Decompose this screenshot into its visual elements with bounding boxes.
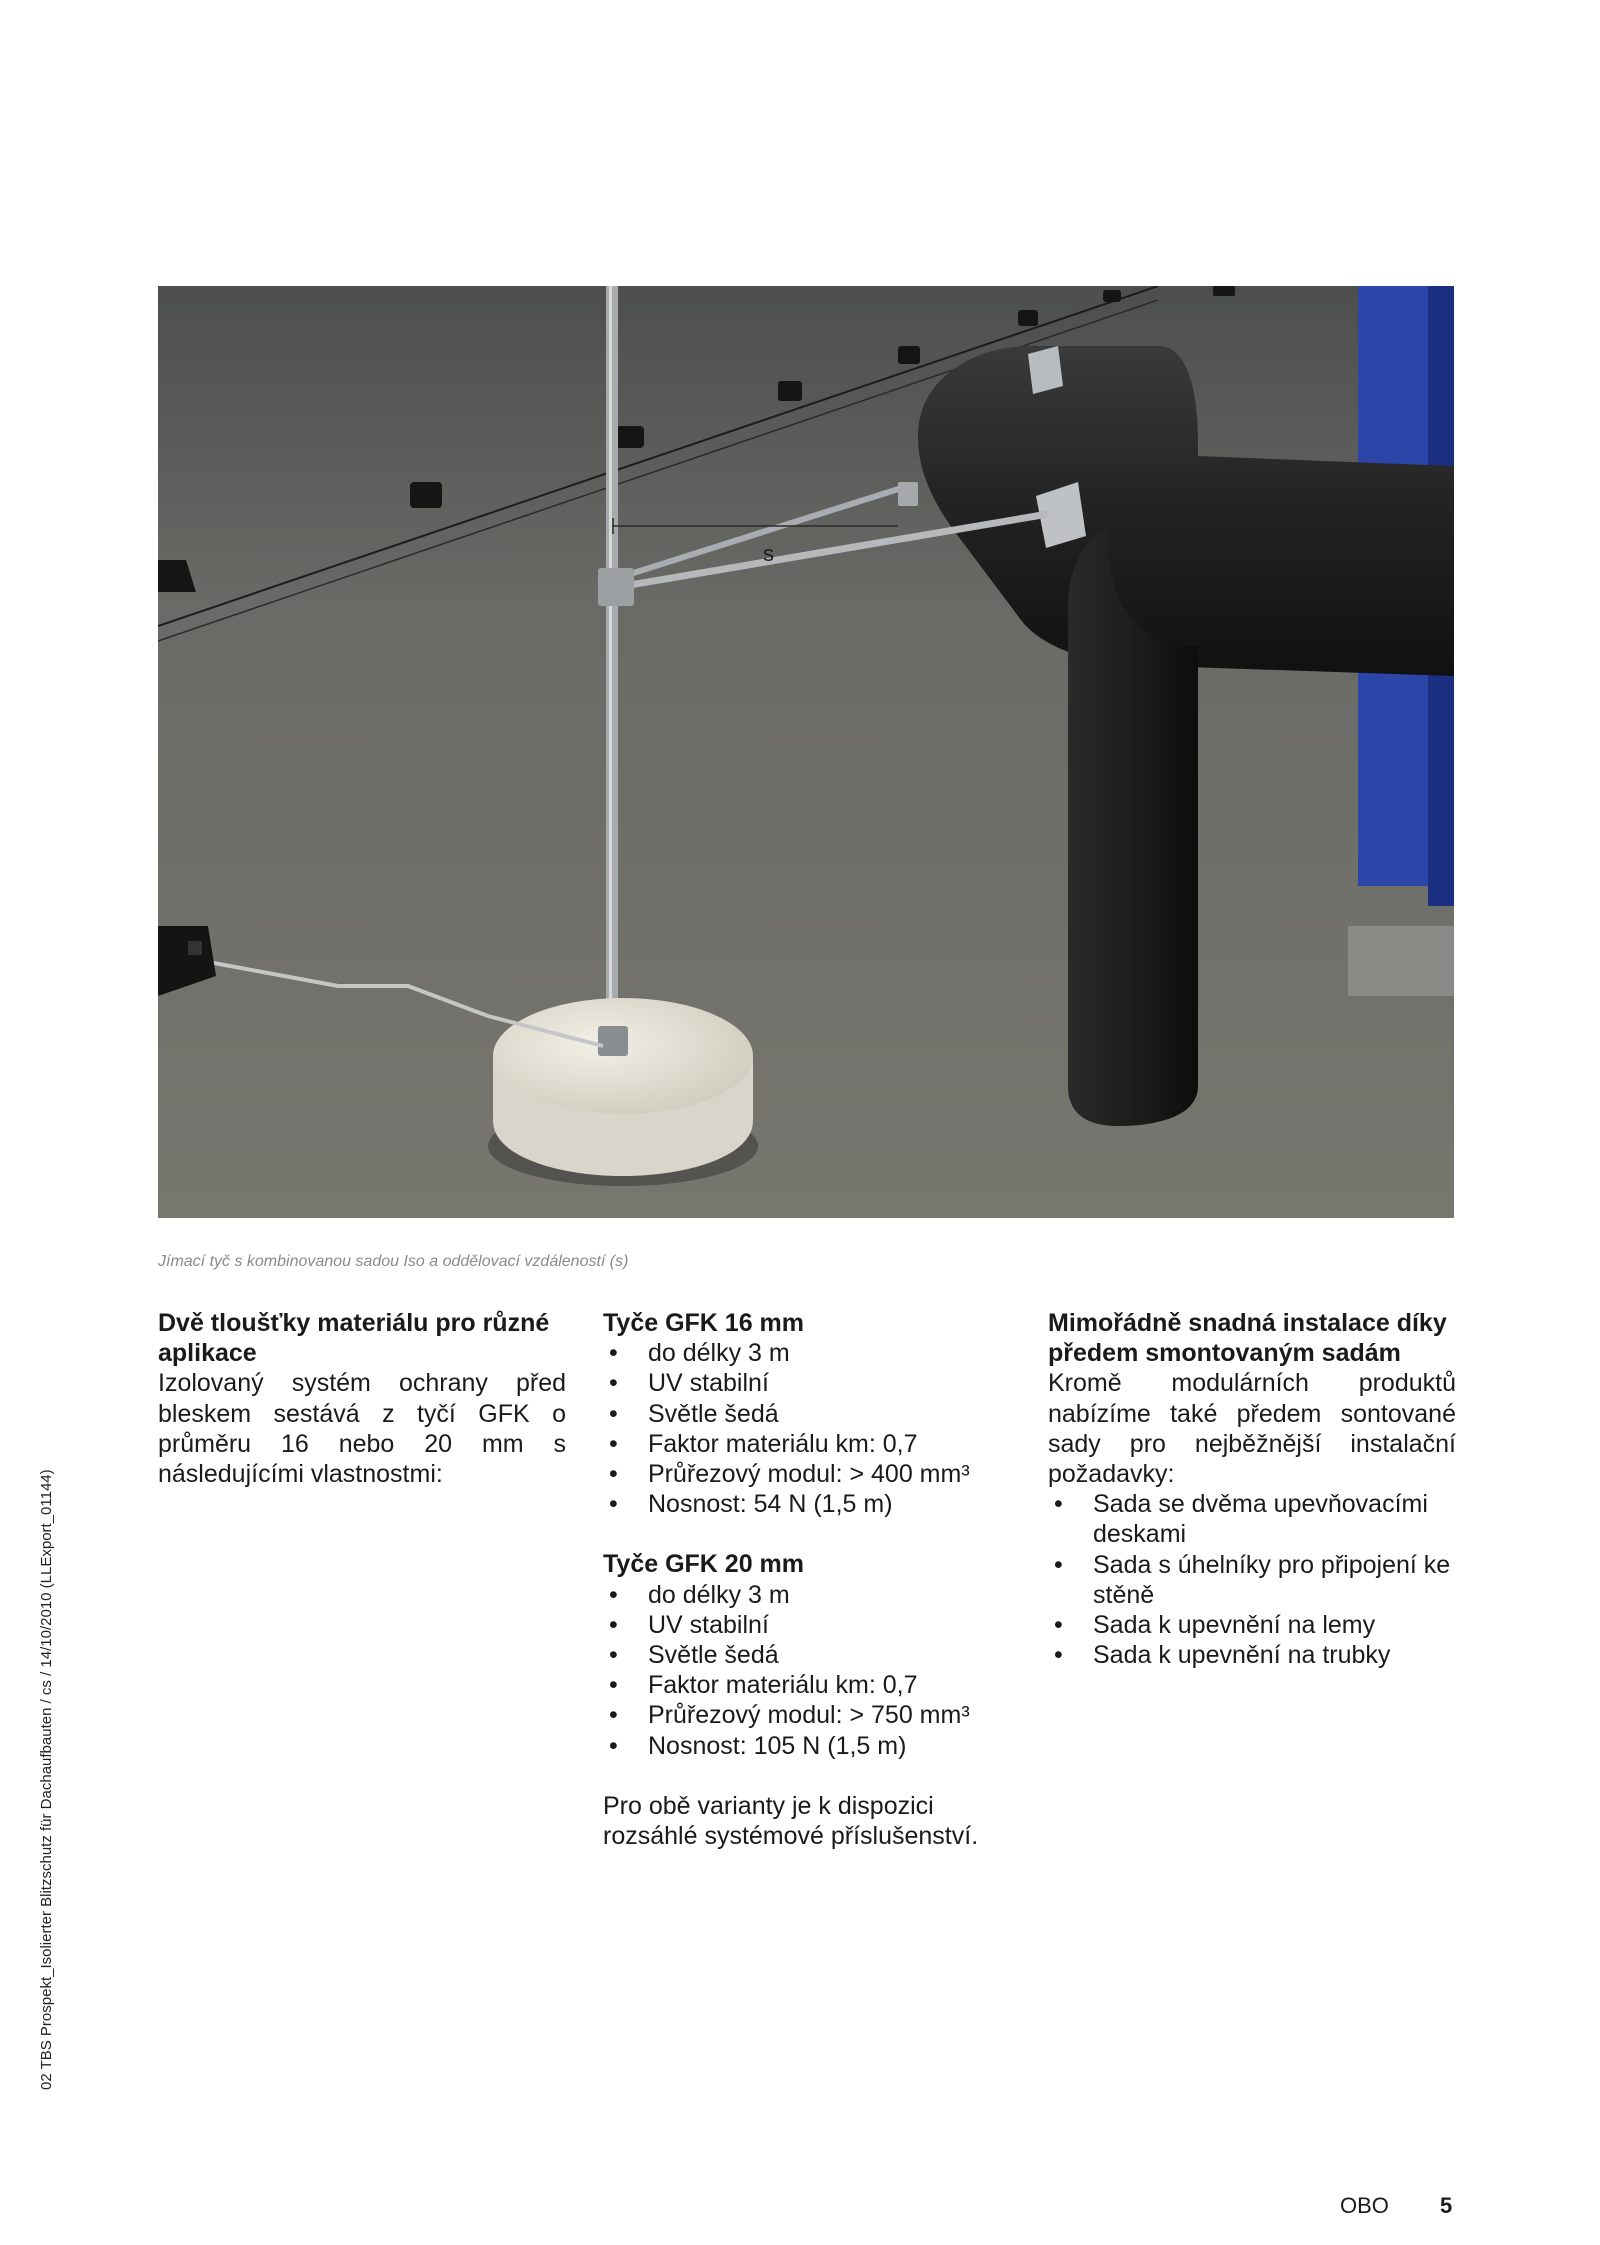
list-item: • Nosnost: 54 N (1,5 m) xyxy=(603,1489,1011,1519)
list-item: • Nosnost: 105 N (1,5 m) xyxy=(603,1731,1011,1761)
list-item: • do délky 3 m xyxy=(603,1580,1011,1610)
gfk16-heading: Tyče GFK 16 mm xyxy=(603,1309,805,1337)
list-item: • Sada k upevnění na trubky xyxy=(1048,1640,1456,1670)
materials-body: Izolovaný systém ochrany před bleskem sestává z tyčí GFK o průměru 16 nebo 20 mm s následujícími vlastnostmi: xyxy=(158,1369,566,1489)
list-item: • Sada k upevnění na lemy xyxy=(1048,1610,1456,1640)
page-number: 5 xyxy=(1440,2193,1453,2218)
photo-caption: Jímací tyč s kombinovanou sadou Iso a oddělovací vzdáleností (s) xyxy=(158,1253,629,1270)
column-rod-specs xyxy=(603,1308,1011,1851)
document-reference: 02 TBS Prospekt_Isolierter Blitzschutz für Dachaufbauten / cs / 14/10/2010 (LLExport_01144) xyxy=(38,1469,55,2090)
list-item: • Průřezový modul: > 750 mm³ xyxy=(603,1700,1011,1730)
list-item: • Světle šedá xyxy=(603,1640,1011,1670)
materials-heading: Dvě tloušťky materiálu pro různé aplikace xyxy=(158,1309,550,1368)
list-item: • Světle šedá xyxy=(603,1399,1011,1429)
list-item: • Průřezový modul: > 400 mm³ xyxy=(603,1459,1011,1489)
product-photo xyxy=(158,286,1454,1218)
list-item: • Sada se dvěma upevňovacími deskami xyxy=(1048,1489,1456,1549)
separation-distance-label: s xyxy=(763,541,774,566)
column-kits xyxy=(1048,1308,1456,1670)
list-item: • UV stabilní xyxy=(603,1368,1011,1398)
list-item: • do délky 3 m xyxy=(603,1338,1011,1368)
list-item: • Sada s úhelníky pro připojení ke stěně xyxy=(1048,1550,1456,1610)
gfk16-list xyxy=(603,1338,1011,1519)
kits-heading: Mimořádně snadná instalace díky předem smontovaným sadám xyxy=(1048,1309,1447,1368)
accessories-note: Pro obě varianty je k dispozici rozsáhlé systémové příslušenství. xyxy=(603,1791,979,1851)
column-materials xyxy=(158,1308,566,1489)
footer-brand: OBO xyxy=(1340,2193,1389,2218)
list-item: • Faktor materiálu km: 0,7 xyxy=(603,1670,1011,1700)
gfk20-list xyxy=(603,1580,1011,1761)
kits-list xyxy=(1048,1489,1456,1670)
kits-body: Kromě modulárních produktů nabízíme také předem sontované sady pro nejběžnější instalační požadavky: xyxy=(1048,1369,1456,1489)
list-item: • UV stabilní xyxy=(603,1610,1011,1640)
lightning-rod-illustration xyxy=(158,286,1454,1218)
list-item: • Faktor materiálu km: 0,7 xyxy=(603,1429,1011,1459)
gfk20-heading: Tyče GFK 20 mm xyxy=(603,1550,805,1579)
